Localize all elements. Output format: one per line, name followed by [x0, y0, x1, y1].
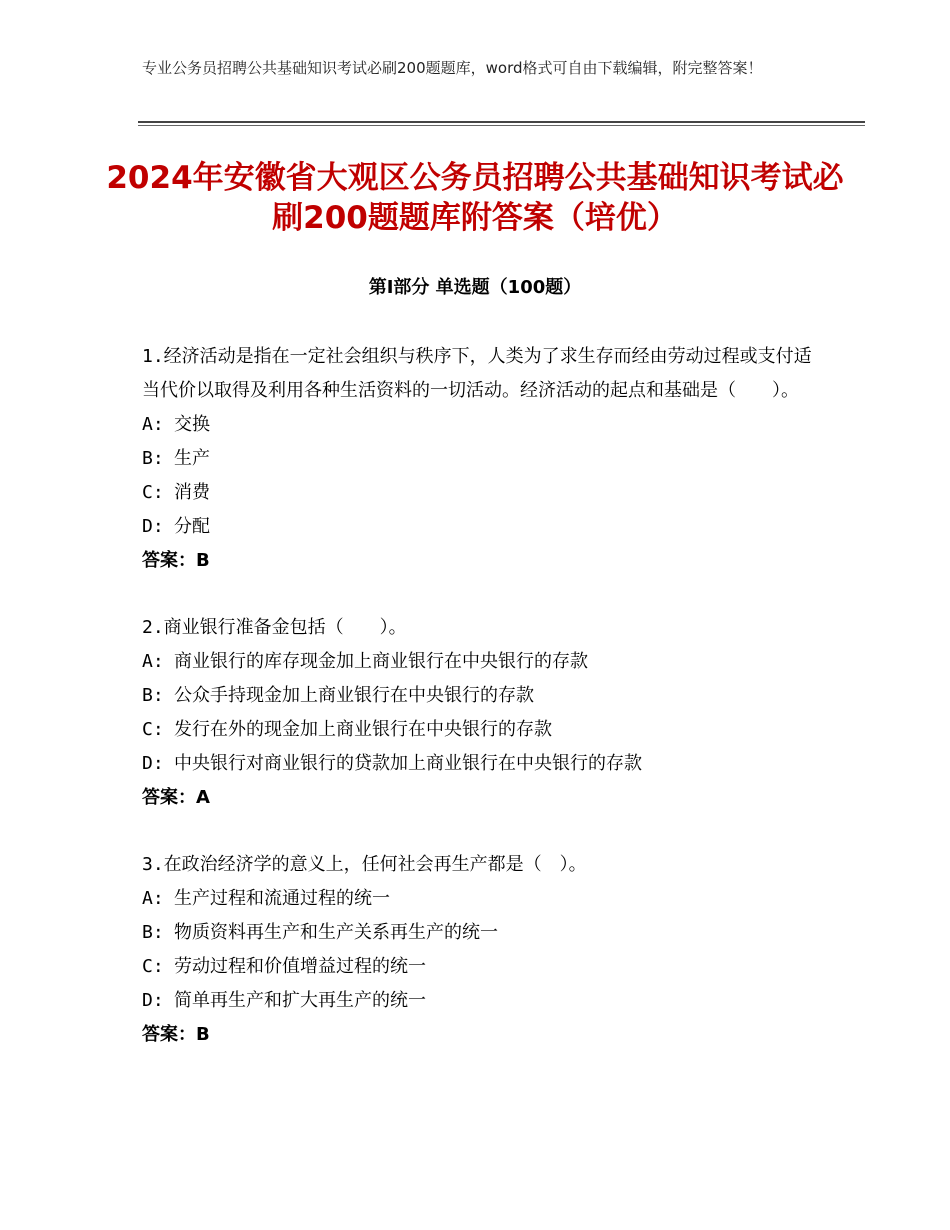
question-3 [142, 848, 822, 1052]
question-stem: 1.经济活动是指在一定社会组织与秩序下，人类为了求生存而经由劳动过程或支付适当代价以取得及利用各种生活资料的一切活动。经济活动的起点和基础是（ ）。 [142, 346, 812, 401]
question-stem: 3.在政治经济学的意义上，任何社会再生产都是（ ）。 [142, 854, 587, 875]
option-letter: B: [142, 685, 164, 706]
option-letter: B: [142, 922, 164, 943]
option-a [142, 882, 822, 916]
option-text: 劳动过程和价值增益过程的统一 [174, 956, 426, 977]
option-text: 简单再生产和扩大再生产的统一 [174, 990, 426, 1011]
question-1 [142, 340, 822, 578]
answer: 答案：B [142, 550, 210, 571]
header-rule [138, 121, 865, 123]
option-text: 消费 [174, 482, 210, 503]
header-rule-thin [138, 125, 865, 126]
option-text: 中央银行对商业银行的贷款加上商业银行在中央银行的存款 [174, 753, 642, 774]
option-b [142, 679, 822, 713]
option-text: 公众手持现金加上商业银行在中央银行的存款 [174, 685, 534, 706]
option-letter: C: [142, 482, 164, 503]
option-c [142, 713, 822, 747]
option-letter: D: [142, 753, 164, 774]
section-heading: 第Ⅰ部分 单选题（100题） [368, 277, 582, 298]
option-text: 生产 [174, 448, 210, 469]
option-letter: A: [142, 651, 164, 672]
option-letter: C: [142, 956, 164, 977]
option-d [142, 984, 822, 1018]
option-b [142, 442, 822, 476]
question-2 [142, 611, 822, 815]
answer: 答案：B [142, 1024, 210, 1045]
option-letter: B: [142, 448, 164, 469]
option-d [142, 747, 822, 781]
header-note: 专业公务员招聘公共基础知识考试必刷200题题库，word格式可自由下载编辑，附完整答案！ [142, 59, 763, 77]
option-d [142, 510, 822, 544]
option-letter: A: [142, 888, 164, 909]
option-letter: C: [142, 719, 164, 740]
option-a [142, 645, 822, 679]
option-text: 生产过程和流通过程的统一 [174, 888, 390, 909]
answer: 答案：A [142, 787, 210, 808]
option-c [142, 476, 822, 510]
option-letter: A: [142, 414, 164, 435]
option-text: 物质资料再生产和生产关系再生产的统一 [174, 922, 498, 943]
option-text: 商业银行的库存现金加上商业银行在中央银行的存款 [174, 651, 588, 672]
option-a [142, 408, 822, 442]
option-letter: D: [142, 990, 164, 1011]
option-c [142, 950, 822, 984]
document-title: 2024年安徽省大观区公务员招聘公共基础知识考试必刷200题题库附答案（培优） [106, 160, 844, 236]
option-b [142, 916, 822, 950]
question-list [142, 340, 822, 1085]
option-text: 交换 [174, 414, 210, 435]
option-text: 发行在外的现金加上商业银行在中央银行的存款 [174, 719, 552, 740]
question-stem: 2.商业银行准备金包括（ ）。 [142, 617, 407, 638]
option-text: 分配 [174, 516, 210, 537]
option-letter: D: [142, 516, 164, 537]
